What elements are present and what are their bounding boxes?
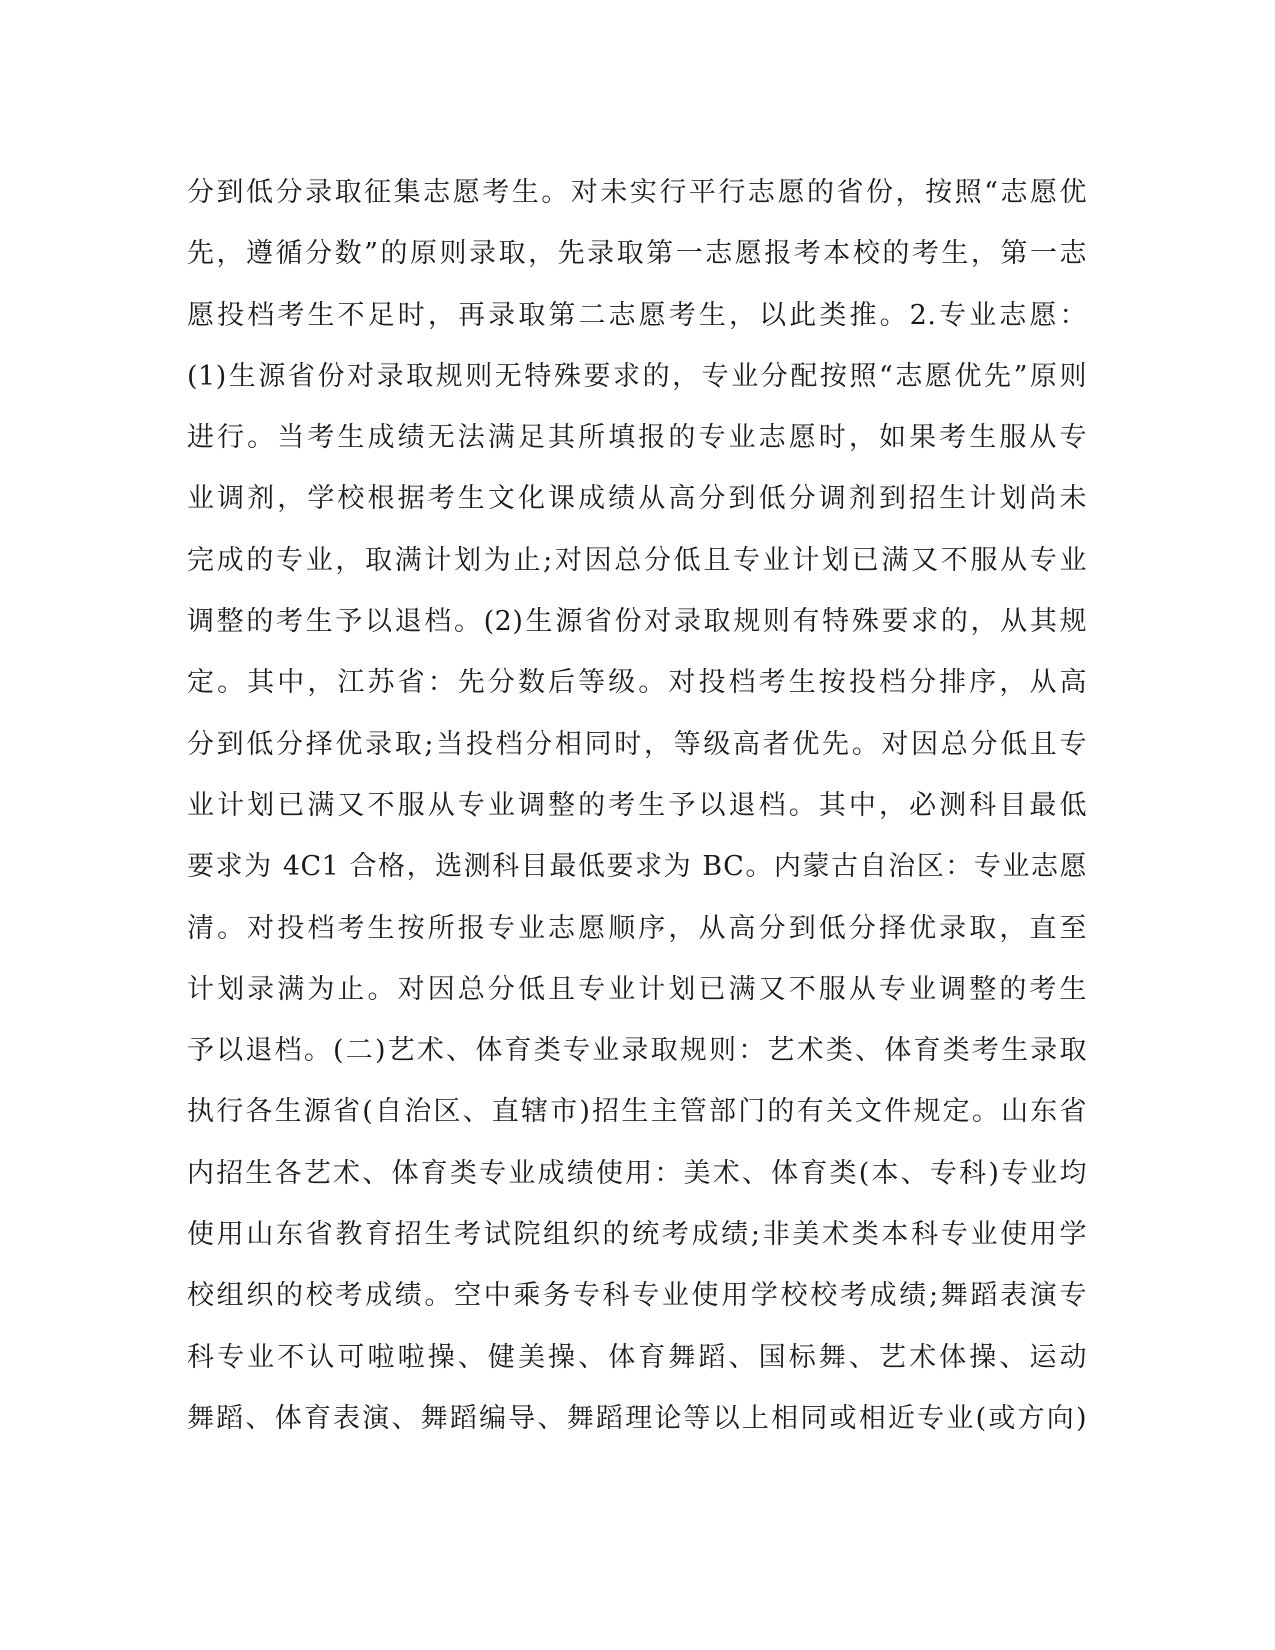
text-line: 先，遵循分数”的原则录取，先录取第一志愿报考本校的考生，第一志 bbox=[187, 238, 1087, 270]
text-line: 业调剂，学校根据考生文化课成绩从高分到低分调剂到招生计划尚未 bbox=[187, 483, 1087, 515]
text-line: 调整的考生予以退档。(2)生源省份对录取规则有特殊要求的，从其规 bbox=[187, 606, 1087, 638]
text-line: 执行各生源省(自治区、直辖市)招生主管部门的有关文件规定。山东省 bbox=[187, 1096, 1087, 1128]
text-line: 完成的专业，取满计划为止;对因总分低且专业计划已满又不服从专业 bbox=[187, 544, 1087, 576]
text-line: (1)生源省份对录取规则无特殊要求的，专业分配按照“志愿优先”原则 bbox=[187, 360, 1087, 392]
text-line: 分到低分择优录取;当投档分相同时，等级高者优先。对因总分低且专 bbox=[187, 728, 1087, 760]
body-text bbox=[187, 162, 1087, 1449]
text-line: 使用山东省教育招生考试院组织的统考成绩;非美术类本科专业使用学 bbox=[187, 1219, 1087, 1251]
text-line: 计划录满为止。对因总分低且专业计划已满又不服从专业调整的考生 bbox=[187, 973, 1087, 1005]
text-line: 要求为 4C1 合格，选测科目最低要求为 BC。内蒙古自治区：专业志愿 bbox=[187, 851, 1087, 883]
text-line: 定。其中，江苏省：先分数后等级。对投档考生按投档分排序，从高 bbox=[187, 667, 1087, 699]
text-line: 予以退档。(二)艺术、体育类专业录取规则：艺术类、体育类考生录取 bbox=[187, 1035, 1087, 1067]
text-line: 科专业不认可啦啦操、健美操、体育舞蹈、国标舞、艺术体操、运动 bbox=[187, 1341, 1087, 1373]
text-line: 愿投档考生不足时，再录取第二志愿考生，以此类推。2.专业志愿： bbox=[187, 299, 1087, 331]
text-line: 清。对投档考生按所报专业志愿顺序，从高分到低分择优录取，直至 bbox=[187, 912, 1087, 944]
text-line: 舞蹈、体育表演、舞蹈编导、舞蹈理论等以上相同或相近专业(或方向) bbox=[187, 1402, 1087, 1434]
text-line: 进行。当考生成绩无法满足其所填报的专业志愿时，如果考生服从专 bbox=[187, 422, 1087, 454]
text-line: 校组织的校考成绩。空中乘务专科专业使用学校校考成绩;舞蹈表演专 bbox=[187, 1280, 1087, 1312]
text-line: 业计划已满又不服从专业调整的考生予以退档。其中，必测科目最低 bbox=[187, 789, 1087, 821]
text-line: 分到低分录取征集志愿考生。对未实行平行志愿的省份，按照“志愿优 bbox=[187, 177, 1087, 208]
text-line: 内招生各艺术、体育类专业成绩使用：美术、体育类(本、专科)专业均 bbox=[187, 1157, 1087, 1189]
